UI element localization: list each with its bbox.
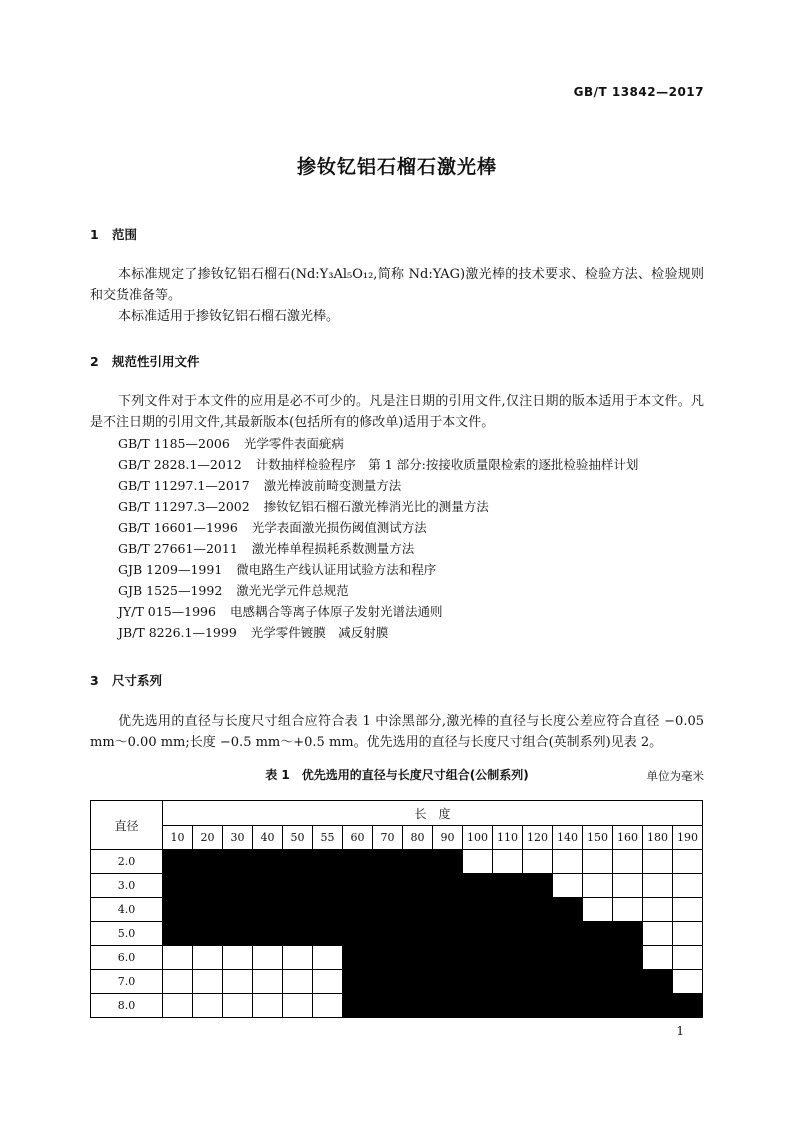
empty-cell: [253, 994, 283, 1018]
empty-cell: [613, 898, 643, 922]
preferred-cell: [373, 874, 403, 898]
reference-item: [118, 517, 638, 538]
preferred-cell: [223, 898, 253, 922]
length-value: 90: [433, 826, 463, 850]
section-title: 范围: [112, 227, 138, 242]
preferred-cell: [493, 898, 523, 922]
reference-title: 激光棒单程损耗系数测量方法: [251, 541, 415, 556]
references-intro-text: 下列文件对于本文件的应用是必不可少的。凡是注日期的引用文件,仅注日期的版本适用于本文件。凡是不注日期的引用文件,其最新版本(包括所有的修改单)适用于本文件。: [90, 394, 704, 430]
preferred-cell: [583, 922, 613, 946]
preferred-cell: [283, 922, 313, 946]
empty-cell: [283, 994, 313, 1018]
preferred-cell: [343, 970, 373, 994]
preferred-cell: [523, 898, 553, 922]
scope-paragraphs: [90, 264, 704, 327]
preferred-cell: [163, 898, 193, 922]
empty-cell: [223, 970, 253, 994]
preferred-cell: [463, 994, 493, 1018]
table-row: [91, 874, 703, 898]
diameter-value: 2.0: [91, 850, 163, 874]
empty-cell: [553, 850, 583, 874]
preferred-cell: [493, 994, 523, 1018]
section-number: 1: [90, 227, 99, 242]
table-row: [91, 898, 703, 922]
length-value: 160: [613, 826, 643, 850]
reference-title: 计数抽样检验程序 第 1 部分:按接收质量限检索的逐批检验抽样计划: [255, 457, 639, 472]
preferred-cell: [373, 994, 403, 1018]
preferred-cell: [223, 922, 253, 946]
length-value: 120: [523, 826, 553, 850]
table-row: [91, 994, 703, 1018]
references-intro: [90, 391, 704, 433]
empty-cell: [253, 970, 283, 994]
preferred-cell: [463, 898, 493, 922]
reference-code: GB/T 11297.1—2017: [118, 478, 250, 493]
empty-cell: [463, 850, 493, 874]
section-number: 2: [90, 354, 99, 369]
preferred-cell: [373, 970, 403, 994]
preferred-cell: [433, 850, 463, 874]
diameter-value: 6.0: [91, 946, 163, 970]
preferred-cell: [523, 922, 553, 946]
preferred-cell: [553, 898, 583, 922]
preferred-cell: [433, 946, 463, 970]
preferred-cell: [433, 874, 463, 898]
empty-cell: [283, 946, 313, 970]
preferred-cell: [163, 850, 193, 874]
preferred-cell: [403, 850, 433, 874]
dimensions-text: 优先选用的直径与长度尺寸组合应符合表 1 中涂黑部分,激光棒的直径与长度公差应符合直径 −0.05 mm～0.00 mm;长度 −0.5 mm～+0.5 mm。优先选用的直径与长度尺寸组合(英制系列)见表 2。: [90, 714, 704, 750]
empty-cell: [673, 946, 703, 970]
reference-item: [118, 454, 638, 475]
preferred-cell: [283, 874, 313, 898]
preferred-cell: [673, 994, 703, 1018]
section-heading-scope: [90, 225, 137, 243]
empty-cell: [163, 946, 193, 970]
empty-cell: [673, 874, 703, 898]
reference-code: GJB 1525—1992: [118, 583, 223, 598]
preferred-cell: [553, 970, 583, 994]
preferred-cell: [553, 946, 583, 970]
preferred-cell: [553, 922, 583, 946]
empty-cell: [313, 994, 343, 1018]
reference-item: [118, 601, 638, 622]
length-value: 70: [373, 826, 403, 850]
reference-item: [118, 538, 638, 559]
empty-cell: [223, 946, 253, 970]
preferred-cell: [583, 946, 613, 970]
preferred-cell: [283, 850, 313, 874]
preferred-cell: [163, 874, 193, 898]
preferred-cell: [523, 946, 553, 970]
reference-title: 掺钕钇铝石榴石激光棒消光比的测量方法: [263, 499, 489, 514]
preferred-cell: [493, 946, 523, 970]
preferred-cell: [583, 970, 613, 994]
preferred-cell: [613, 970, 643, 994]
section-number: 3: [90, 673, 99, 688]
length-value: 50: [283, 826, 313, 850]
diameter-value: 4.0: [91, 898, 163, 922]
preferred-cell: [253, 874, 283, 898]
diameter-value: 8.0: [91, 994, 163, 1018]
preferred-cell: [373, 898, 403, 922]
empty-cell: [283, 970, 313, 994]
table-row: [91, 850, 703, 874]
reference-item: [118, 559, 638, 580]
preferred-cell: [373, 850, 403, 874]
preferred-cell: [463, 922, 493, 946]
preferred-cell: [313, 850, 343, 874]
empty-cell: [583, 850, 613, 874]
preferred-cell: [583, 994, 613, 1018]
preferred-cell: [193, 874, 223, 898]
length-value: 30: [223, 826, 253, 850]
preferred-cell: [433, 898, 463, 922]
empty-cell: [673, 970, 703, 994]
preferred-cell: [643, 994, 673, 1018]
preferred-cell: [343, 874, 373, 898]
empty-cell: [673, 922, 703, 946]
preferred-cell: [193, 922, 223, 946]
preferred-cell: [433, 922, 463, 946]
length-value: 60: [343, 826, 373, 850]
preferred-cell: [493, 922, 523, 946]
length-values-row: [91, 826, 703, 850]
scope-paragraph-2: 本标准适用于掺钕钇铝石榴石激光棒。: [118, 309, 340, 324]
dimensions-table: [90, 800, 703, 1018]
preferred-cell: [403, 970, 433, 994]
reference-code: JY/T 015—1996: [118, 604, 216, 619]
preferred-cell: [403, 898, 433, 922]
empty-cell: [193, 970, 223, 994]
length-value: 110: [493, 826, 523, 850]
empty-cell: [643, 946, 673, 970]
empty-cell: [193, 994, 223, 1018]
preferred-cell: [463, 970, 493, 994]
preferred-cell: [493, 970, 523, 994]
section-heading-dimensions: [90, 671, 162, 689]
empty-cell: [643, 874, 673, 898]
reference-code: GB/T 2828.1—2012: [118, 457, 242, 472]
empty-cell: [163, 970, 193, 994]
length-value: 40: [253, 826, 283, 850]
preferred-cell: [343, 994, 373, 1018]
preferred-cell: [463, 946, 493, 970]
reference-title: 光学零件镀膜 减反射膜: [250, 625, 389, 640]
length-value: 80: [403, 826, 433, 850]
preferred-cell: [343, 946, 373, 970]
preferred-cell: [403, 994, 433, 1018]
reference-code: GB/T 27661—2011: [118, 541, 238, 556]
preferred-cell: [433, 994, 463, 1018]
length-value: 140: [553, 826, 583, 850]
length-header: 长 度: [163, 801, 703, 826]
empty-cell: [583, 898, 613, 922]
preferred-cell: [343, 922, 373, 946]
empty-cell: [313, 946, 343, 970]
empty-cell: [493, 850, 523, 874]
table-header-row: [91, 801, 703, 826]
diameter-header: 直径: [91, 801, 163, 850]
preferred-cell: [373, 922, 403, 946]
empty-cell: [583, 874, 613, 898]
empty-cell: [253, 946, 283, 970]
preferred-cell: [523, 970, 553, 994]
preferred-cell: [613, 946, 643, 970]
preferred-cell: [313, 898, 343, 922]
dimensions-paragraph: [90, 711, 704, 753]
preferred-cell: [643, 970, 673, 994]
reference-code: GB/T 11297.3—2002: [118, 499, 250, 514]
document-title: 掺钕钇铝石榴石激光棒: [296, 156, 497, 178]
preferred-cell: [163, 922, 193, 946]
preferred-cell: [223, 850, 253, 874]
empty-cell: [553, 874, 583, 898]
preferred-cell: [193, 898, 223, 922]
section-heading-references: [90, 352, 200, 370]
section-title: 规范性引用文件: [112, 354, 200, 369]
table-caption: 表 1 优先选用的直径与长度尺寸组合(公制系列): [265, 768, 529, 782]
scope-paragraph-1: 本标准规定了掺钕钇铝石榴石(Nd:Y₃Al₅O₁₂,简称 Nd:YAG)激光棒的技术要求、检验方法、检验规则和交货准备等。: [90, 267, 704, 303]
length-value: 150: [583, 826, 613, 850]
empty-cell: [193, 946, 223, 970]
preferred-cell: [433, 970, 463, 994]
length-value: 100: [463, 826, 493, 850]
section-title: 尺寸系列: [112, 673, 163, 688]
reference-list: [118, 433, 638, 643]
length-value: 10: [163, 826, 193, 850]
preferred-cell: [253, 922, 283, 946]
preferred-cell: [553, 994, 583, 1018]
preferred-cell: [613, 922, 643, 946]
preferred-cell: [613, 994, 643, 1018]
empty-cell: [163, 994, 193, 1018]
reference-title: 激光光学元件总规范: [236, 583, 349, 598]
preferred-cell: [313, 922, 343, 946]
reference-title: 微电路生产线认证用试验方法和程序: [236, 562, 437, 577]
length-value: 20: [193, 826, 223, 850]
preferred-cell: [493, 874, 523, 898]
reference-code: JB/T 8226.1—1999: [118, 625, 237, 640]
empty-cell: [313, 970, 343, 994]
preferred-cell: [343, 898, 373, 922]
reference-title: 光学表面激光损伤阈值测试方法: [251, 520, 427, 535]
preferred-cell: [373, 946, 403, 970]
preferred-cell: [523, 874, 553, 898]
length-value: 190: [673, 826, 703, 850]
empty-cell: [673, 898, 703, 922]
preferred-cell: [403, 922, 433, 946]
diameter-value: 3.0: [91, 874, 163, 898]
empty-cell: [643, 922, 673, 946]
reference-item: [118, 496, 638, 517]
diameter-value: 5.0: [91, 922, 163, 946]
reference-item: [118, 475, 638, 496]
length-value: 180: [643, 826, 673, 850]
empty-cell: [673, 850, 703, 874]
preferred-cell: [193, 850, 223, 874]
reference-item: [118, 580, 638, 601]
reference-title: 电感耦合等离子体原子发射光谱法通则: [229, 604, 443, 619]
reference-item: [118, 622, 638, 643]
reference-title: 激光棒波前畸变测量方法: [263, 478, 402, 493]
table-row: [91, 922, 703, 946]
preferred-cell: [253, 898, 283, 922]
table-unit: 单位为毫米: [646, 769, 704, 783]
preferred-cell: [313, 874, 343, 898]
preferred-cell: [283, 898, 313, 922]
reference-code: GB/T 16601—1996: [118, 520, 238, 535]
empty-cell: [643, 850, 673, 874]
empty-cell: [223, 994, 253, 1018]
diameter-value: 7.0: [91, 970, 163, 994]
preferred-cell: [403, 874, 433, 898]
length-value: 55: [313, 826, 343, 850]
empty-cell: [643, 898, 673, 922]
preferred-cell: [343, 850, 373, 874]
table-row: [91, 970, 703, 994]
preferred-cell: [463, 874, 493, 898]
reference-title: 光学零件表面疵病: [243, 436, 344, 451]
empty-cell: [613, 874, 643, 898]
preferred-cell: [253, 850, 283, 874]
standard-code: GB/T 13842—2017: [573, 85, 704, 99]
page-number: 1: [676, 1024, 684, 1038]
empty-cell: [613, 850, 643, 874]
preferred-cell: [223, 874, 253, 898]
empty-cell: [523, 850, 553, 874]
table-row: [91, 946, 703, 970]
preferred-cell: [523, 994, 553, 1018]
reference-item: [118, 433, 638, 454]
preferred-cell: [403, 946, 433, 970]
reference-code: GJB 1209—1991: [118, 562, 223, 577]
reference-code: GB/T 1185—2006: [118, 436, 230, 451]
